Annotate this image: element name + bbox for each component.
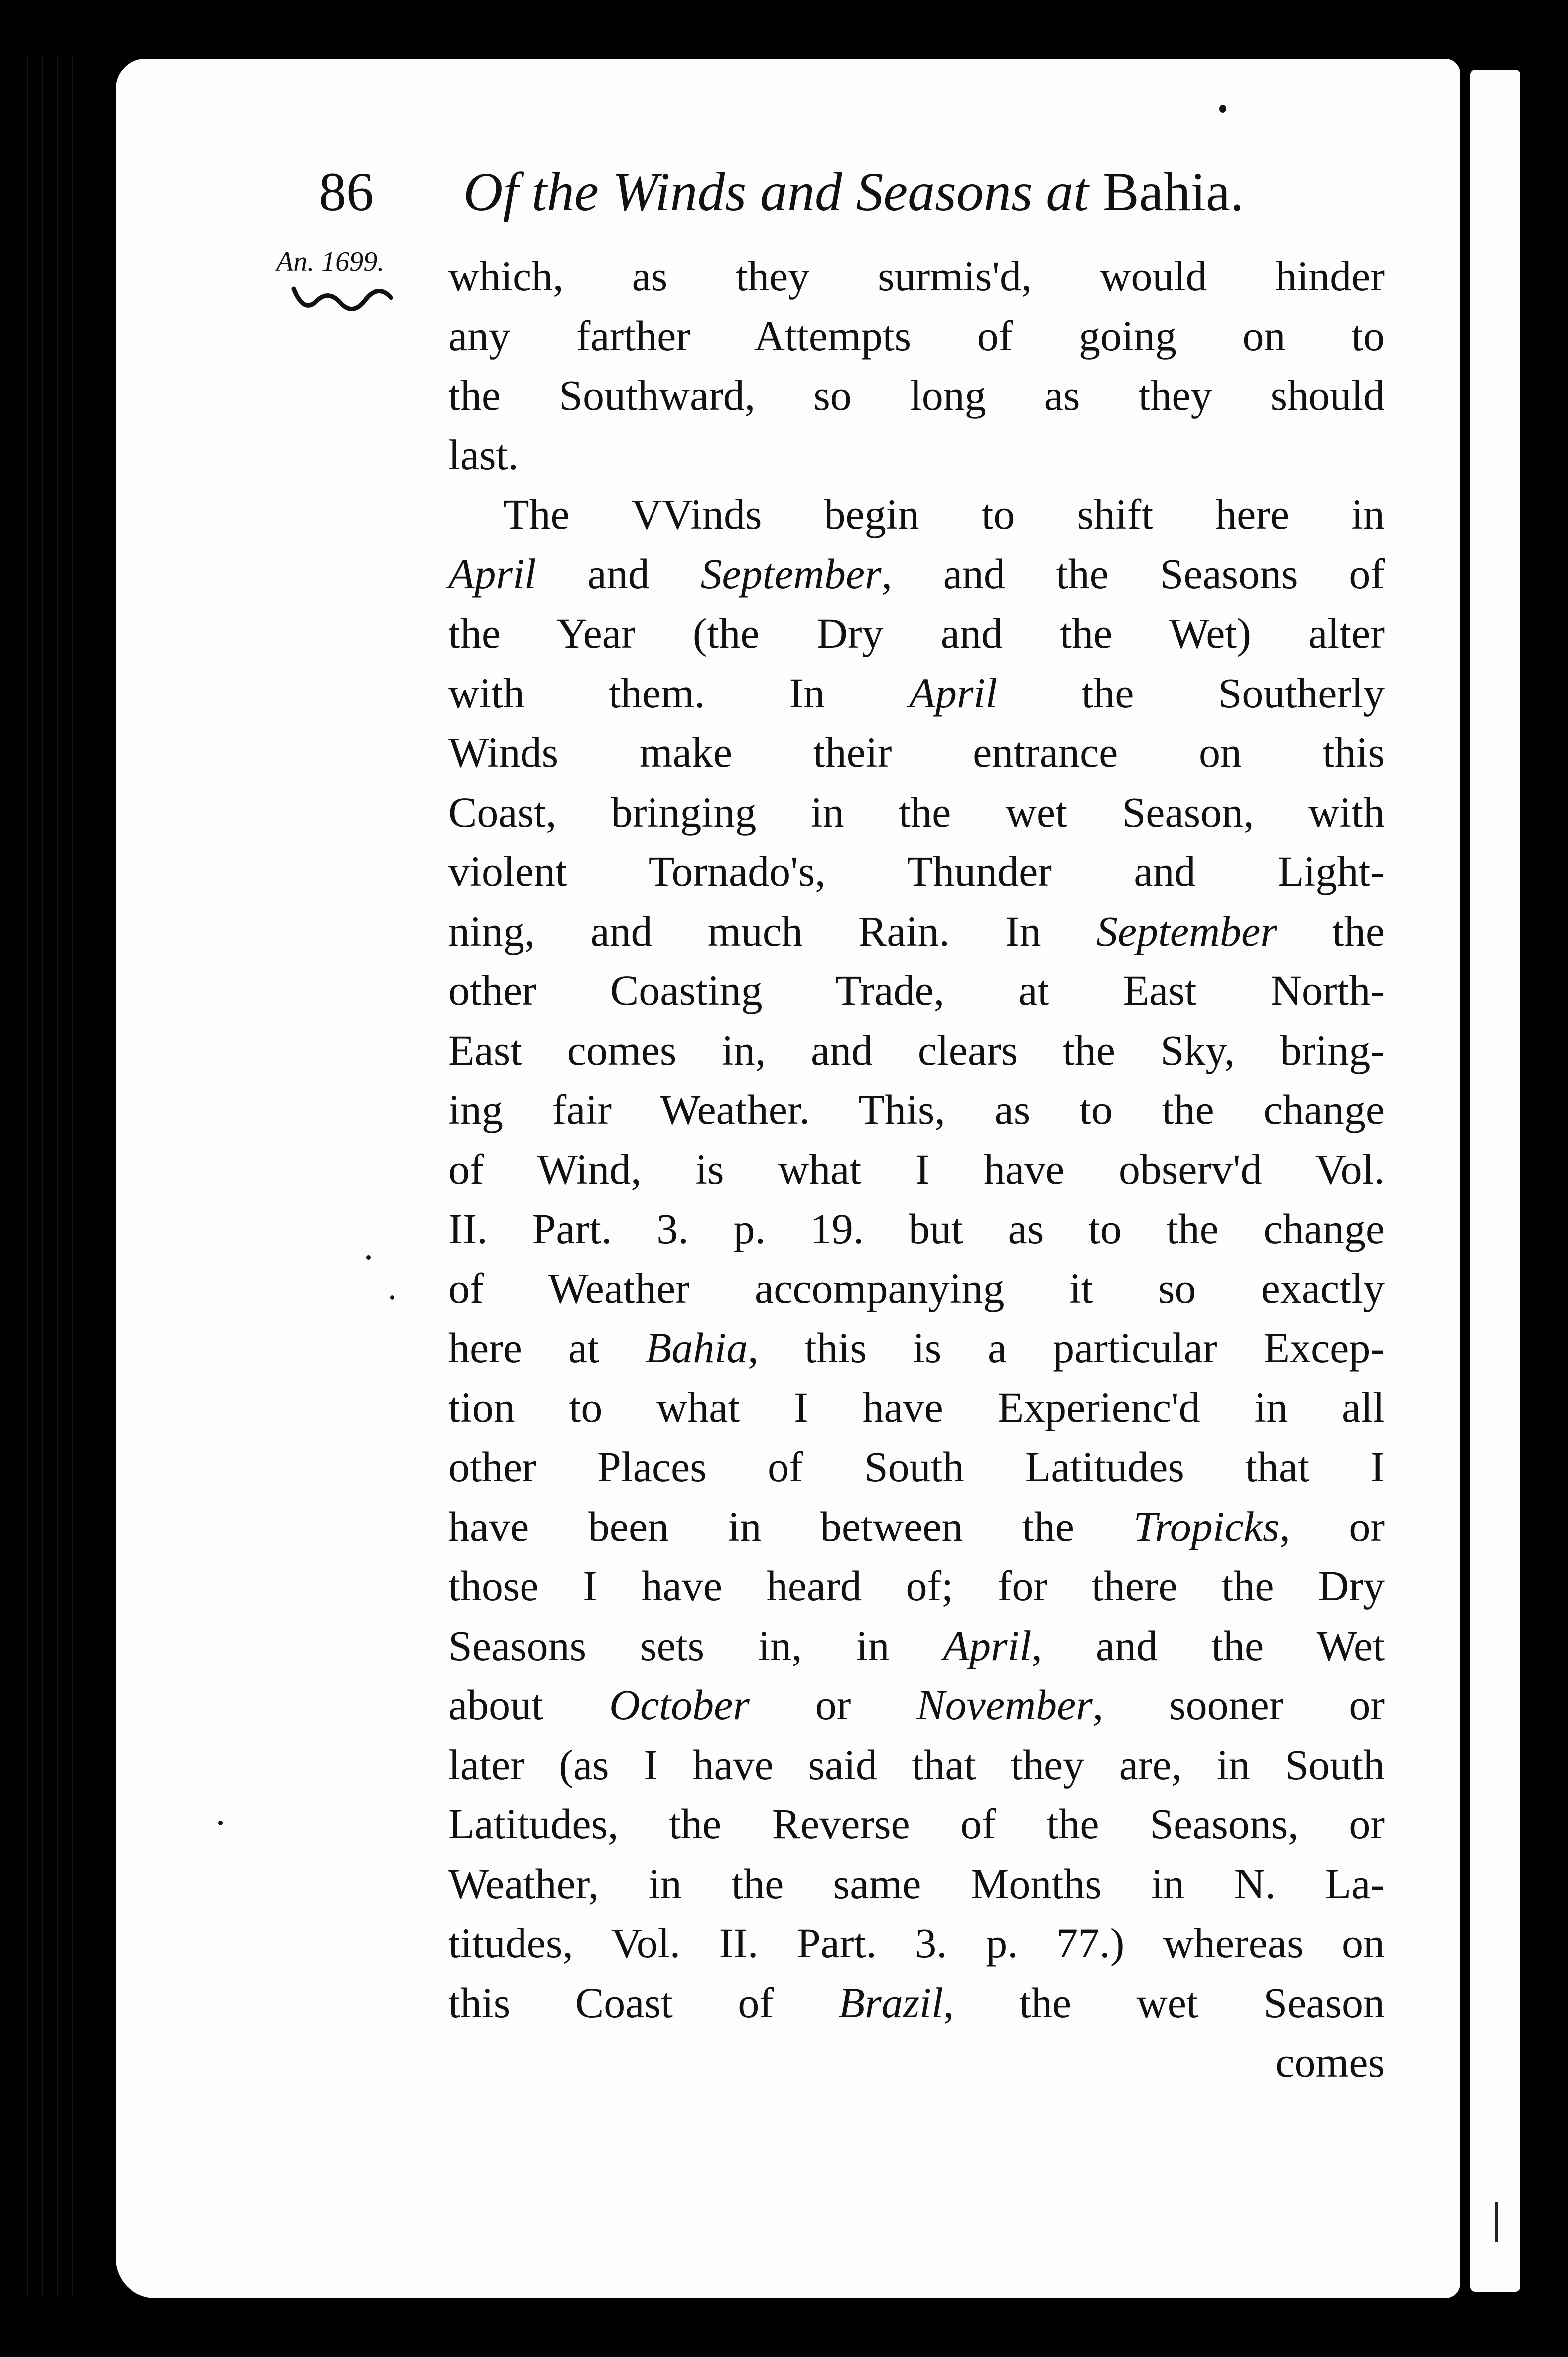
text-segment: Weather, in the same Months in N. La- [448, 1859, 1385, 1908]
text-segment: here at [448, 1324, 646, 1372]
text-segment: October [609, 1681, 750, 1729]
text-line [448, 1140, 1385, 1200]
text-segment: tion to what I have Experienc'd in all [448, 1383, 1385, 1431]
text-segment: , and the Wet [1031, 1621, 1385, 1669]
text-segment: Tropicks [1133, 1502, 1280, 1550]
text-line [448, 1795, 1385, 1854]
ink-speck [390, 1295, 394, 1300]
text-line [448, 1497, 1385, 1557]
book-edge-left [20, 55, 85, 2297]
text-segment: Seasons sets in, in [448, 1621, 943, 1669]
text-segment: ing fair Weather. This, as to the change [448, 1086, 1385, 1133]
text-segment: November [916, 1681, 1093, 1729]
text-line [448, 1914, 1385, 1973]
text-line [448, 1675, 1385, 1735]
text-line [448, 366, 1385, 425]
text-segment: the Southerly [997, 669, 1385, 717]
text-line [448, 425, 1385, 485]
text-segment: which, as they surmis'd, would hinder [448, 252, 1385, 300]
body-text [448, 247, 1385, 2092]
text-segment: other Coasting Trade, at East North- [448, 967, 1385, 1014]
text-line [448, 1021, 1385, 1081]
text-segment: violent Tornado's, Thunder and Light- [448, 847, 1385, 895]
page-header [319, 154, 1395, 234]
text-segment: the Southward, so long as they should [448, 371, 1385, 419]
text-segment: , the wet Season [943, 1978, 1385, 2027]
text-segment: April [943, 1621, 1032, 1669]
text-segment: Bahia [645, 1324, 748, 1372]
ink-speck [218, 1821, 223, 1825]
text-line [448, 902, 1385, 962]
text-segment: have been in between the [448, 1502, 1134, 1550]
text-segment: or [749, 1681, 917, 1729]
text-segment: ning, and much Rain. In [448, 907, 1096, 955]
text-segment: , sooner or [1092, 1681, 1385, 1729]
text-segment: this Coast of [448, 1978, 839, 2027]
text-line [448, 1616, 1385, 1676]
text-segment: any farther Attempts of going on to [448, 311, 1385, 360]
catchword: comes [1275, 2038, 1385, 2086]
text-segment: September [700, 550, 882, 598]
text-segment: Latitudes, the Reverse of the Seasons, or [448, 1800, 1385, 1848]
text-segment: September [1096, 907, 1277, 955]
text-segment: titudes, Vol. II. Part. 3. p. 77.) whereas on [448, 1919, 1385, 1967]
text-segment: the [1277, 907, 1385, 955]
text-line [448, 961, 1385, 1021]
text-segment: about [448, 1681, 609, 1729]
text-line [448, 1735, 1385, 1795]
text-segment: later (as I have said that they are, in South [448, 1740, 1385, 1789]
text-segment: II. Part. 3. p. 19. but as to the change [448, 1205, 1385, 1252]
text-line [448, 1378, 1385, 1438]
margin-year-note: An. 1699. [276, 246, 385, 277]
text-segment: of Wind, is what I have observ'd Vol. [448, 1145, 1385, 1193]
text-segment: with them. In [448, 669, 910, 717]
text-segment: Winds make their entrance on this [448, 728, 1385, 776]
running-head-italic: Of the Winds and Seasons at [463, 161, 1089, 222]
text-line [448, 247, 1385, 306]
text-segment: The VVinds begin to shift here in [503, 490, 1385, 538]
text-line [448, 1259, 1385, 1319]
text-segment: , and the Seasons of [881, 550, 1385, 598]
text-line [448, 723, 1385, 783]
ink-speck [1219, 105, 1226, 113]
text-line [448, 1437, 1385, 1497]
text-segment: East comes in, and clears the Sky, bring- [448, 1026, 1385, 1074]
text-segment: of Weather accompanying it so exactly [448, 1264, 1385, 1312]
text-line [448, 1854, 1385, 1914]
margin-ornament [291, 279, 441, 319]
running-head-roman: Bahia. [1102, 161, 1244, 222]
text-line [448, 1199, 1385, 1259]
text-line [448, 604, 1385, 664]
facing-page-mark [1495, 2202, 1498, 2242]
text-line [448, 1973, 1385, 2033]
page-number: 86 [319, 161, 374, 222]
text-segment: last. [448, 430, 519, 479]
text-line [448, 783, 1385, 842]
facing-page-edge [1470, 70, 1520, 2292]
text-line [448, 842, 1385, 902]
text-line [448, 1318, 1385, 1378]
text-segment: April [448, 550, 536, 598]
text-segment: , this is a particular Excep- [748, 1324, 1385, 1372]
text-segment: and [536, 550, 701, 598]
text-line [448, 664, 1385, 723]
ink-speck [366, 1255, 371, 1260]
text-segment: Brazil [838, 1978, 943, 2027]
text-segment: other Places of South Latitudes that I [448, 1443, 1385, 1491]
text-line [448, 1080, 1385, 1140]
text-line [448, 306, 1385, 366]
text-segment: Coast, bringing in the wet Season, with [448, 788, 1385, 836]
running-head [463, 154, 1244, 229]
text-segment: April [909, 669, 998, 717]
text-line [448, 1556, 1385, 1616]
text-segment: the Year (the Dry and the Wet) alter [448, 609, 1385, 657]
text-line [448, 485, 1385, 545]
text-segment: , or [1279, 1502, 1385, 1550]
text-line [448, 545, 1385, 604]
text-segment: those I have heard of; for there the Dry [448, 1562, 1385, 1610]
